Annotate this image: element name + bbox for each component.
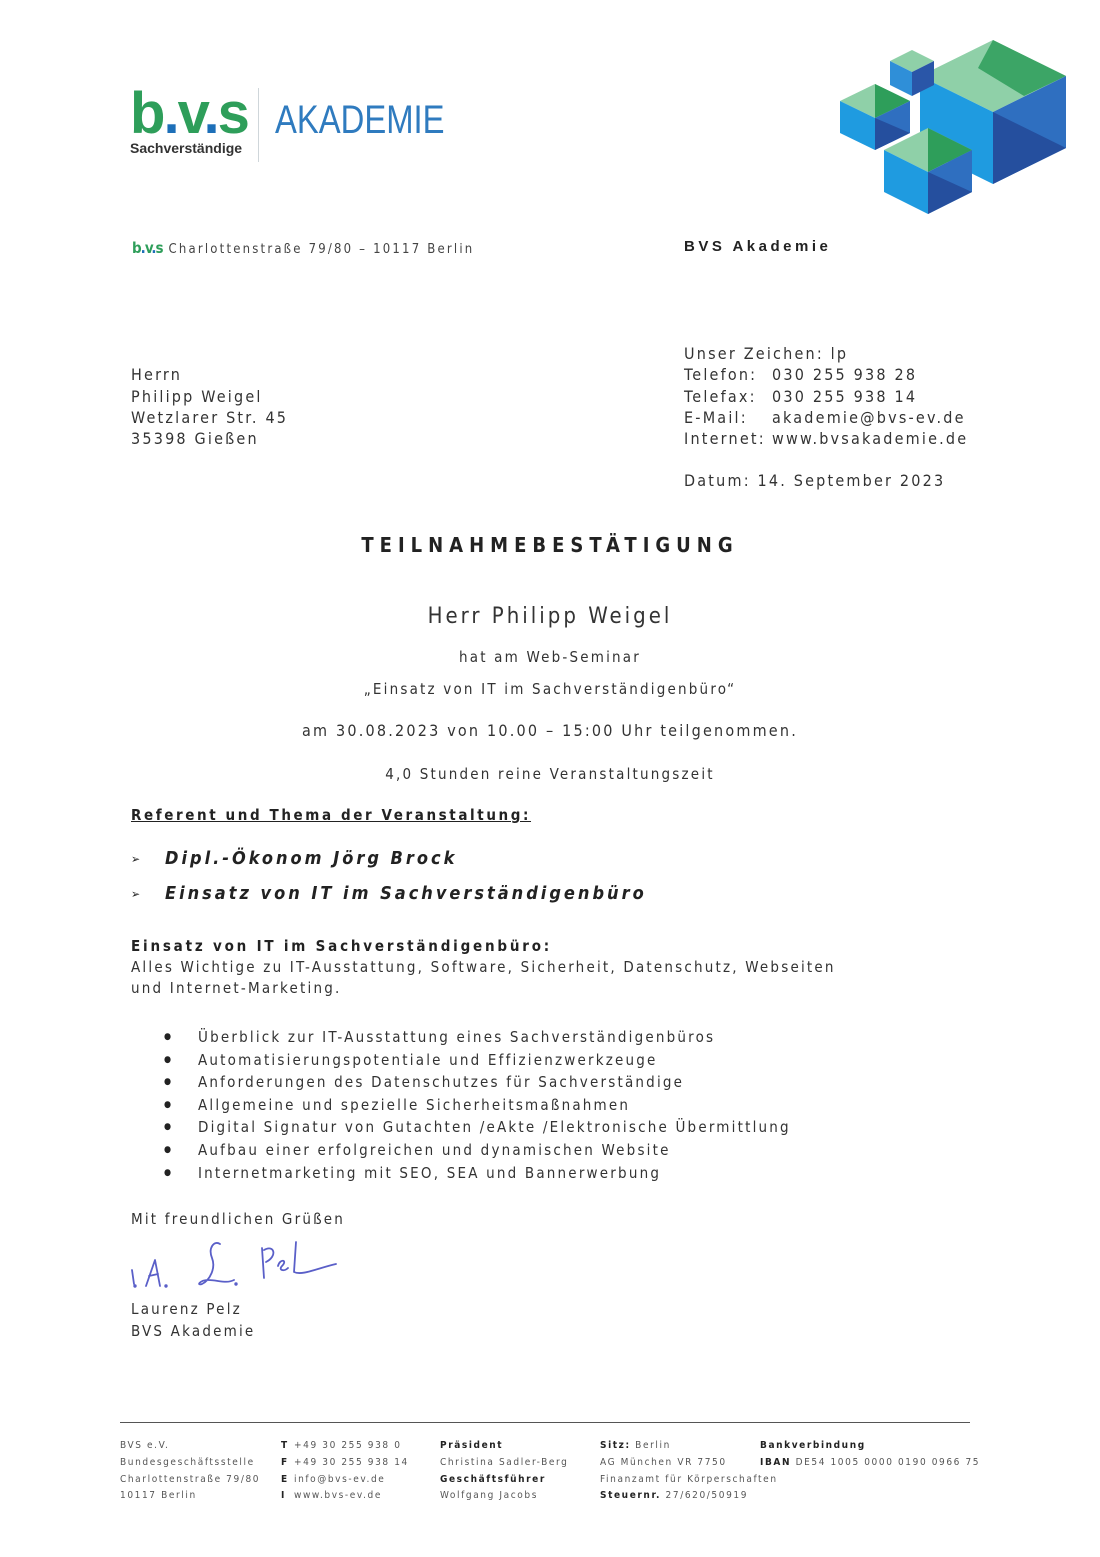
bvs-logo-tagline: Sachverständige	[130, 140, 243, 156]
fax-label: Telefax:	[684, 387, 757, 406]
contact-phone-row	[684, 364, 964, 385]
footer-court: AG München VR 7750	[600, 1456, 727, 1468]
contact-web-row	[684, 428, 969, 449]
footer-taxno: 27/620/50919	[665, 1490, 749, 1502]
speaker-name: Dipl.-Ökonom Jörg Brock	[165, 848, 458, 869]
footer-col-management	[440, 1438, 568, 1505]
cubes-logo-graphic	[838, 38, 1070, 218]
participant-name: Herr Philipp Weigel	[427, 604, 673, 629]
footer-bank-label: Bankverbindung	[760, 1440, 866, 1451]
seminar-datetime: am 30.08.2023 von 10.00 – 15:00 Uhr teilgenommen.	[302, 721, 798, 740]
bvs-mini-logo: b.v.s	[132, 239, 163, 257]
topic-item	[131, 883, 647, 904]
footer-col-contact	[281, 1438, 409, 1505]
topic-bullet-list	[160, 1026, 791, 1184]
footer-col-address	[120, 1438, 260, 1505]
footer-seat-label: Sitz:	[600, 1440, 631, 1451]
bvs-logo-word: b.v.s	[130, 81, 248, 146]
seminar-duration: 4,0 Stunden reine Veranstaltungszeit	[385, 765, 715, 783]
contact-fax-row	[684, 386, 964, 407]
footer-office: Bundesgeschäftsstelle	[120, 1456, 255, 1468]
footer-taxno-label: Steuernr.	[600, 1490, 662, 1502]
list-item: ● Anforderungen des Datenschutzes für Sachverständige	[160, 1071, 791, 1094]
email-value[interactable]: akademie@bvs-ev.de	[772, 408, 966, 427]
signer-name: Laurenz Pelz	[131, 1300, 242, 1318]
akademie-wordmark: AKADEMIE	[275, 98, 445, 142]
fax-value: 030 255 938 14	[772, 387, 918, 406]
topic-section-heading: Einsatz von IT im Sachverständigenbüro:	[131, 937, 553, 955]
footer-col-bank	[760, 1438, 980, 1472]
logo-divider	[258, 88, 259, 162]
footer-city: 10117 Berlin	[120, 1490, 197, 1502]
footer-org: BVS e.V.	[120, 1440, 170, 1451]
reference-sign: Unser Zeichen: lp	[684, 344, 849, 363]
signer-org: BVS Akademie	[131, 1322, 256, 1340]
bvs-logo	[130, 81, 248, 156]
footer-seat: Berlin	[635, 1440, 671, 1451]
letter-date: Datum: 14. September 2023	[684, 471, 946, 490]
topic-intro-line1: Alles Wichtige zu IT-Ausstattung, Software, Sicherheit, Datenschutz, Webseiten	[131, 958, 836, 976]
list-item: ● Internetmarketing mit SEO, SEA und Bannerwerbung	[160, 1162, 791, 1185]
footer-divider	[120, 1422, 970, 1423]
footer-email[interactable]: E info@bvs-ev.de	[281, 1473, 386, 1485]
web-value[interactable]: www.bvsakademie.de	[772, 429, 969, 448]
recipient-city: 35398 Gießen	[131, 429, 259, 448]
contact-email-row	[684, 407, 964, 428]
footer-col-legal	[600, 1438, 778, 1505]
footer-web[interactable]: I www.bvs-ev.de	[281, 1490, 382, 1502]
list-item: ● Automatisierungspotentiale und Effizienzwerkzeuge	[160, 1049, 791, 1072]
topic-intro-line2: und Internet-Marketing.	[131, 979, 342, 997]
sender-address: Charlottenstraße 79/80 – 10117 Berlin	[168, 242, 475, 257]
list-item: ● Aufbau einer erfolgreichen und dynamischen Website	[160, 1139, 791, 1162]
speaker-section-heading: Referent und Thema der Veranstaltung:	[131, 806, 532, 824]
email-label: E-Mail:	[684, 408, 748, 427]
arrow-bullet-icon: ➢	[131, 887, 144, 901]
phone-label: Telefon:	[684, 365, 758, 384]
document-title: TEILNAHMEBESTÄTIGUNG	[361, 533, 739, 557]
footer-president-label: Präsident	[440, 1440, 504, 1451]
participation-line: hat am Web-Seminar	[458, 648, 642, 666]
footer-president: Christina Sadler-Berg	[440, 1456, 569, 1468]
web-label: Internet:	[684, 429, 766, 448]
org-name: BVS Akademie	[684, 238, 832, 255]
recipient-salutation: Herrn	[131, 365, 183, 384]
closing-greeting: Mit freundlichen Grüßen	[131, 1210, 346, 1228]
footer-phone: T +49 30 255 938 0	[281, 1440, 402, 1451]
footer-street: Charlottenstraße 79/80	[120, 1473, 261, 1485]
topic-name: Einsatz von IT im Sachverständigenbüro	[165, 883, 647, 904]
footer-iban-label: IBAN	[760, 1456, 792, 1468]
list-item: ● Allgemeine und spezielle Sicherheitsmaßnahmen	[160, 1094, 791, 1117]
footer-tax-office: Finanzamt für Körperschaften	[600, 1473, 778, 1485]
footer-manager: Wolfgang Jacobs	[440, 1490, 538, 1502]
recipient-street: Wetzlarer Str. 45	[131, 408, 289, 427]
footer-manager-label: Geschäftsführer	[440, 1473, 546, 1485]
footer-iban: DE54 1005 0000 0190 0966 75	[795, 1456, 981, 1468]
arrow-bullet-icon: ➢	[131, 852, 144, 866]
recipient-name: Philipp Weigel	[131, 387, 263, 406]
footer-fax: F +49 30 255 938 14	[281, 1456, 409, 1468]
list-item: ● Überblick zur IT-Ausstattung eines Sachverständigenbüros	[160, 1026, 791, 1049]
phone-value: 030 255 938 28	[772, 365, 918, 384]
sender-address-line	[132, 239, 474, 257]
handwritten-signature	[128, 1234, 348, 1294]
seminar-title: „Einsatz von IT im Sachverständigenbüro“	[363, 680, 737, 698]
speaker-item	[131, 848, 457, 869]
list-item: ● Digital Signatur von Gutachten /eAkte /Elektronische Übermittlung	[160, 1116, 791, 1139]
